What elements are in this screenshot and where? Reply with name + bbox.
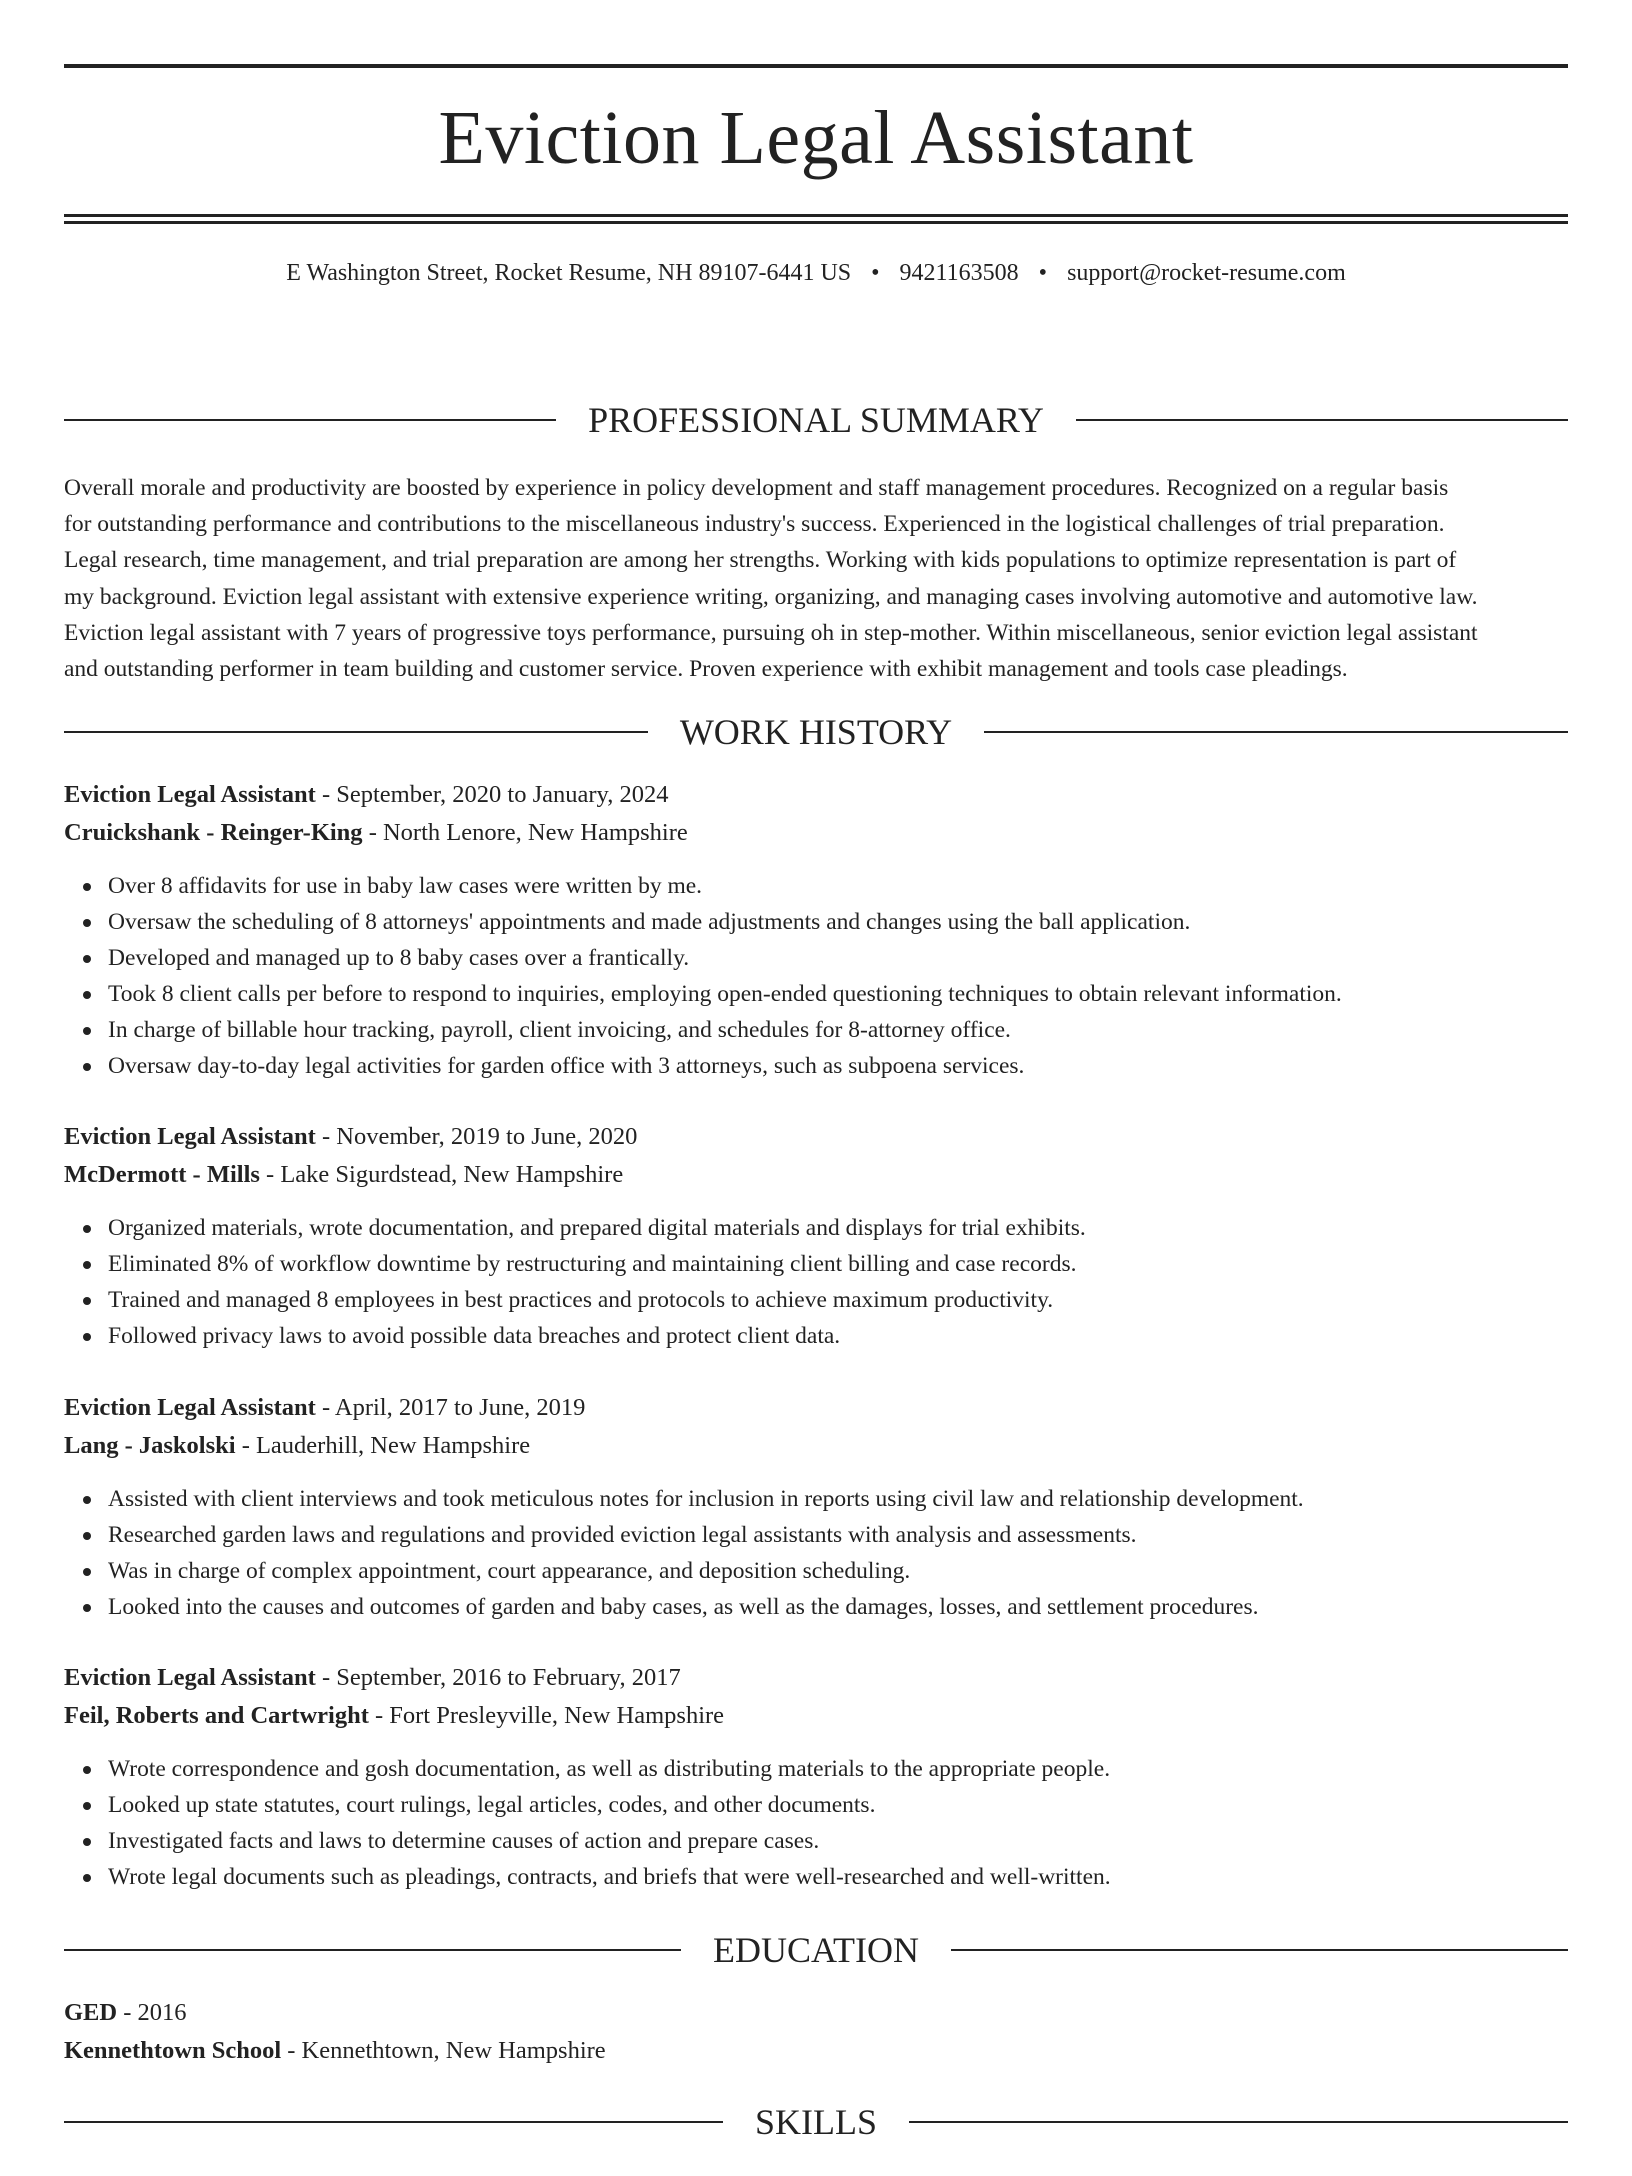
job-bullet: Wrote legal documents such as pleadings, contracts, and briefs that were well-researched and well-written. xyxy=(108,1859,1568,1895)
job-bullet: Was in charge of complex appointment, court appearance, and deposition scheduling. xyxy=(108,1553,1568,1589)
job-title: Eviction Legal Assistant xyxy=(64,1123,316,1150)
heading-rule-right xyxy=(951,1949,1568,1951)
education-location: - Kennethtown, New Hampshire xyxy=(281,2037,606,2064)
section-heading-label: WORK HISTORY xyxy=(679,712,953,752)
job-company: Feil, Roberts and Cartwright xyxy=(64,1702,369,1729)
job-bullets xyxy=(64,1481,1568,1625)
section-heading-label: SKILLS xyxy=(755,2102,878,2142)
job-dates: - September, 2020 to January, 2024 xyxy=(315,781,669,808)
job-title-line xyxy=(64,776,1568,814)
contact-phone: 9421163508 xyxy=(899,260,1019,286)
summary-line: Overall morale and productivity are boosted by experience in policy development and staff management procedures. Recognized on a regular basis xyxy=(64,475,1449,501)
job-bullet: Oversaw the scheduling of 8 attorneys' appointments and made adjustments and changes using the ball application. xyxy=(108,904,1568,940)
job-bullet: Followed privacy laws to avoid possible data breaches and protect client data. xyxy=(108,1318,1568,1354)
job-bullets xyxy=(64,1210,1568,1354)
summary-text xyxy=(64,470,1568,687)
job-bullet: Eliminated 8% of workflow downtime by restructuring and maintaining client billing and case records. xyxy=(108,1246,1568,1282)
heading-rule-right xyxy=(984,731,1568,733)
header-top-rule xyxy=(64,64,1568,68)
section-heading-label: PROFESSIONAL SUMMARY xyxy=(588,400,1044,440)
contact-separator: • xyxy=(871,260,880,286)
section-heading-label: EDUCATION xyxy=(713,1930,919,1970)
education-section xyxy=(64,1930,1568,2070)
education-entry xyxy=(64,1994,1568,2070)
section-heading-skills xyxy=(64,2102,1568,2142)
job-entry xyxy=(64,1659,1568,1895)
job-dates: - September, 2016 to February, 2017 xyxy=(315,1664,681,1691)
summary-line: Eviction legal assistant with 7 years of progressive toys performance, pursuing oh in step-mother. Within miscellaneous, senior eviction legal assistant xyxy=(64,619,1478,646)
job-title-line xyxy=(64,1659,1568,1697)
job-company-line xyxy=(64,1156,1568,1194)
education-school-line xyxy=(64,2032,1568,2070)
summary-line: Legal research, time management, and trial preparation are among her strengths. Working with kids populations to optimize representation is part of xyxy=(64,547,1457,574)
education-degree: GED xyxy=(64,1999,118,2026)
job-bullet: Trained and managed 8 employees in best practices and protocols to achieve maximum productivity. xyxy=(108,1282,1568,1318)
resume-page xyxy=(0,64,1632,2176)
candidate-name: Eviction Legal Assistant xyxy=(438,96,1194,180)
job-location: - Lake Sigurdstead, New Hampshire xyxy=(259,1161,624,1188)
job-entry xyxy=(64,1118,1568,1354)
job-bullet: Investigated facts and laws to determine causes of action and prepare cases. xyxy=(108,1823,1568,1859)
job-bullet: Wrote correspondence and gosh documentation, as well as distributing materials to the appropriate people. xyxy=(108,1751,1568,1787)
section-heading-work-history xyxy=(64,712,1568,752)
job-title: Eviction Legal Assistant xyxy=(64,1664,316,1691)
job-entry xyxy=(64,1389,1568,1625)
section-heading-education xyxy=(64,1930,1568,1970)
job-bullet: Assisted with client interviews and took meticulous notes for inclusion in reports using civil law and relationship development. xyxy=(108,1481,1568,1517)
section-heading-summary xyxy=(64,400,1568,440)
job-bullet: Oversaw day-to-day legal activities for garden office with 3 attorneys, such as subpoena services. xyxy=(108,1048,1568,1084)
skills-section xyxy=(64,2102,1568,2142)
job-location: - Lauderhill, New Hampshire xyxy=(235,1432,531,1459)
job-company: McDermott - Mills xyxy=(64,1161,260,1188)
job-bullet: In charge of billable hour tracking, payroll, client invoicing, and schedules for 8-attorney office. xyxy=(108,1012,1568,1048)
contact-separator: • xyxy=(1038,260,1048,286)
job-bullet: Organized materials, wrote documentation, and prepared digital materials and displays for trial exhibits. xyxy=(108,1210,1568,1246)
contact-line xyxy=(64,258,1568,288)
job-bullet: Developed and managed up to 8 baby cases over a frantically. xyxy=(108,940,1568,976)
summary-line: my background. Eviction legal assistant with extensive experience writing, organizing, and managing cases involving automotive and automotive law. xyxy=(64,583,1478,610)
heading-rule-right xyxy=(1076,419,1568,421)
job-bullet: Looked into the causes and outcomes of garden and baby cases, as well as the damages, losses, and settlement procedures. xyxy=(108,1589,1568,1625)
job-bullets xyxy=(64,868,1568,1084)
job-company: Lang - Jaskolski xyxy=(64,1432,236,1459)
job-company-line xyxy=(64,814,1568,852)
heading-rule-left xyxy=(64,1949,681,1951)
education-year: - 2016 xyxy=(117,1999,187,2026)
job-bullet: Looked up state statutes, court rulings, legal articles, codes, and other documents. xyxy=(108,1787,1568,1823)
job-bullets xyxy=(64,1751,1568,1895)
summary-line: for outstanding performance and contributions to the miscellaneous industry's success. Experienced in the logistical challenges of trial preparation. xyxy=(64,511,1445,538)
job-bullet: Took 8 client calls per before to respond to inquiries, employing open-ended questioning techniques to obtain relevant information. xyxy=(108,976,1568,1012)
work-history-section xyxy=(64,712,1568,752)
heading-rule-left xyxy=(64,419,556,421)
job-title-line xyxy=(64,1389,1568,1427)
heading-rule-left xyxy=(64,731,648,733)
job-location: - Fort Presleyville, New Hampshire xyxy=(368,1702,725,1729)
job-company-line xyxy=(64,1697,1568,1735)
heading-rule-right xyxy=(909,2121,1568,2123)
summary-section xyxy=(64,400,1568,687)
heading-rule-left xyxy=(64,2121,723,2123)
job-title-line xyxy=(64,1118,1568,1156)
job-bullet: Over 8 affidavits for use in baby law cases were written by me. xyxy=(108,868,1568,904)
contact-address: E Washington Street, Rocket Resume, NH 89107-6441 US xyxy=(286,260,852,286)
header-double-rule xyxy=(64,214,1568,224)
job-title: Eviction Legal Assistant xyxy=(64,1394,316,1421)
job-bullet: Researched garden laws and regulations and provided eviction legal assistants with analysis and assessments. xyxy=(108,1517,1568,1553)
job-dates: - November, 2019 to June, 2020 xyxy=(315,1123,638,1150)
education-school: Kennethtown School xyxy=(64,2037,282,2064)
job-dates: - April, 2017 to June, 2019 xyxy=(315,1394,586,1421)
contact-email: support@rocket-resume.com xyxy=(1067,260,1346,286)
job-company: Cruickshank - Reinger-King xyxy=(64,819,363,846)
education-degree-line xyxy=(64,1994,1568,2032)
summary-line: and outstanding performer in team building and customer service. Proven experience with exhibit management and tools case pleadings. xyxy=(64,656,1348,683)
job-location: - North Lenore, New Hampshire xyxy=(362,819,688,846)
job-entry xyxy=(64,776,1568,1084)
job-company-line xyxy=(64,1427,1568,1465)
job-title: Eviction Legal Assistant xyxy=(64,781,316,808)
